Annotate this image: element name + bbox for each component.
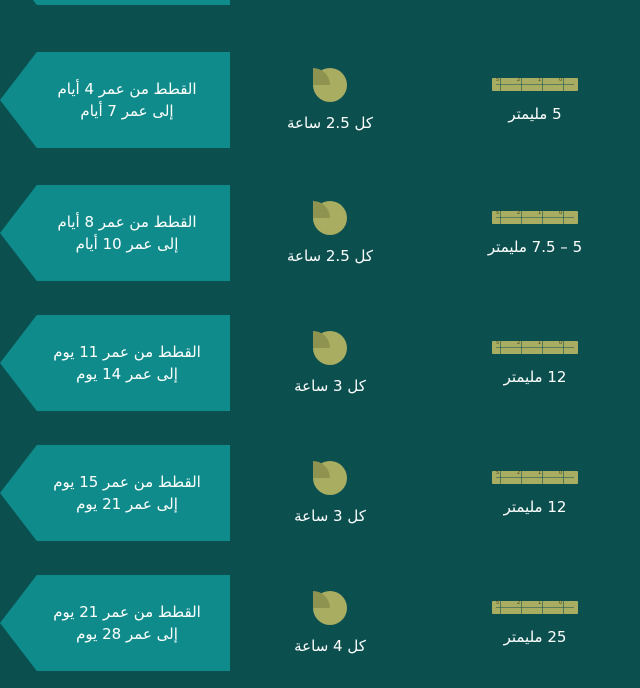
- clock-quarter-icon: [313, 68, 347, 102]
- ruler-tick-label: 0: [559, 76, 563, 83]
- schedule-row: [0, 558, 640, 688]
- amount-cell: [430, 445, 640, 541]
- amount-cell: [430, 0, 640, 5]
- amount-label: 12 مليمتر: [503, 367, 567, 386]
- ruler-tick-label: 1: [538, 209, 542, 216]
- ruler-icon: [492, 78, 578, 91]
- frequency-cell: [230, 315, 430, 411]
- ruler-tick-label: 1: [538, 76, 542, 83]
- ruler-tick-label: 1: [538, 469, 542, 476]
- frequency-label: كل 2.5 ساعة: [286, 247, 374, 265]
- amount-label: 5 مليمتر: [508, 104, 562, 123]
- age-line-1: القطط من عمر 15 يوم: [53, 473, 201, 491]
- amount-label: 12 مليمتر: [503, 497, 567, 516]
- age-band-text: [30, 185, 230, 281]
- frequency-label: كل 3 ساعة: [294, 507, 366, 525]
- schedule-row: [0, 0, 640, 22]
- amount-label: 25 مليمتر: [503, 627, 567, 646]
- age-line-2: إلى عمر 7 أيام: [80, 102, 174, 120]
- ruler-tick-label: 2: [517, 599, 521, 606]
- ruler-icon: [492, 601, 578, 614]
- frequency-cell: [230, 0, 430, 5]
- age-line-1: القطط من عمر 4 أيام: [57, 80, 197, 98]
- ruler-tick-label: 5: [496, 76, 500, 83]
- frequency-cell: [230, 445, 430, 541]
- age-band: [0, 52, 230, 148]
- ruler-tick-label: 1: [538, 339, 542, 346]
- schedule-row: [0, 168, 640, 298]
- ruler-tick-label: 0: [559, 469, 563, 476]
- age-band-text: [30, 315, 230, 411]
- clock-quarter-icon: [313, 201, 347, 235]
- frequency-cell: [230, 185, 430, 281]
- frequency-cell: [230, 52, 430, 148]
- ruler-icon: [492, 211, 578, 224]
- age-line-1: القطط من عمر 11 يوم: [53, 343, 201, 361]
- ruler-tick-label: 2: [517, 209, 521, 216]
- age-band-text: [30, 575, 230, 671]
- frequency-label: كل 4 ساعة: [294, 637, 366, 655]
- age-band: [0, 315, 230, 411]
- age-band: [0, 185, 230, 281]
- schedule-row: [0, 428, 640, 558]
- ruler-tick-label: 0: [559, 209, 563, 216]
- ruler-tick-label: 5: [496, 339, 500, 346]
- ruler-tick-label: 1: [538, 599, 542, 606]
- frequency-label: كل 2.5 ساعة: [286, 114, 374, 132]
- clock-quarter-icon: [313, 461, 347, 495]
- amount-label: 5 – 7.5 مليمتر: [487, 237, 583, 256]
- ruler-tick-label: 0: [559, 339, 563, 346]
- ruler-icon: [492, 341, 578, 354]
- age-line-2: إلى عمر 10 أيام: [75, 235, 179, 253]
- age-band: [0, 445, 230, 541]
- amount-cell: [430, 575, 640, 671]
- amount-cell: [430, 315, 640, 411]
- clock-quarter-icon: [313, 331, 347, 365]
- age-line-2: إلى عمر 21 يوم: [76, 495, 178, 513]
- ruler-icon: [492, 471, 578, 484]
- ruler-tick-label: 5: [496, 469, 500, 476]
- ruler-tick-label: 2: [517, 469, 521, 476]
- age-band: [0, 575, 230, 671]
- ruler-tick-label: 0: [559, 599, 563, 606]
- age-line-1: القطط من عمر 21 يوم: [53, 603, 201, 621]
- age-line-2: إلى عمر 14 يوم: [76, 365, 178, 383]
- schedule-row: [0, 298, 640, 428]
- ruler-tick-label: 5: [496, 209, 500, 216]
- ruler-tick-label: 5: [496, 599, 500, 606]
- age-line-1: القطط من عمر 8 أيام: [57, 213, 197, 231]
- clock-quarter-icon: [313, 591, 347, 625]
- frequency-label: كل 3 ساعة: [294, 377, 366, 395]
- ruler-tick-label: 2: [517, 76, 521, 83]
- age-band-text: [30, 445, 230, 541]
- ruler-tick-label: 2: [517, 339, 521, 346]
- age-band-text: [30, 0, 230, 5]
- frequency-cell: [230, 575, 430, 671]
- amount-cell: [430, 52, 640, 148]
- amount-cell: [430, 185, 640, 281]
- age-band: [0, 0, 230, 5]
- schedule-row: [0, 35, 640, 165]
- age-line-2: إلى عمر 28 يوم: [76, 625, 178, 643]
- age-band-text: [30, 52, 230, 148]
